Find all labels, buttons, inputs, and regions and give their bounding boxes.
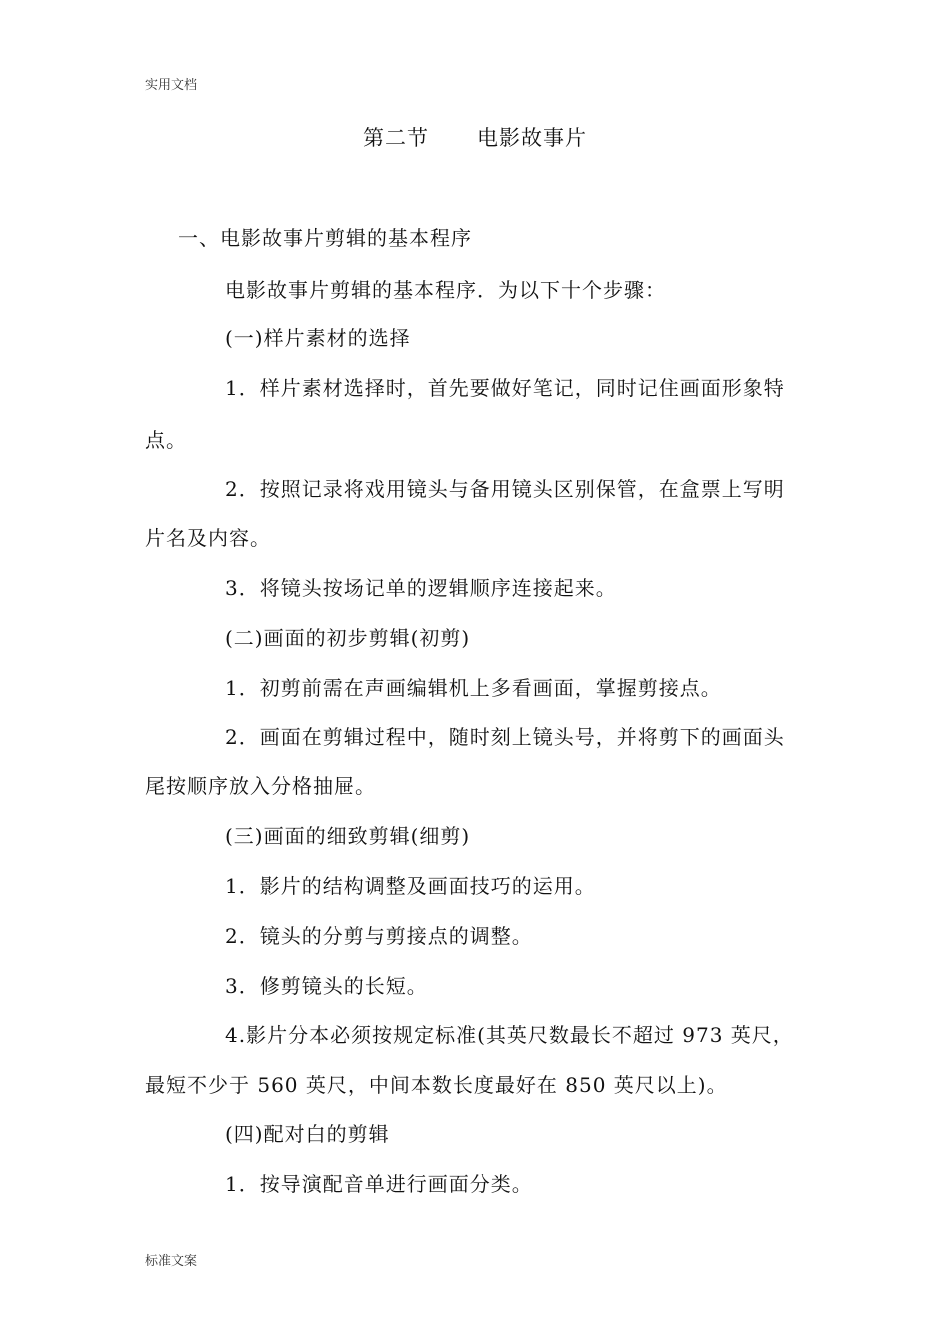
- page-header: 实用文档: [145, 78, 198, 93]
- paragraph-line: 片名及内容。: [145, 526, 271, 550]
- page-footer: 标准文案: [145, 1254, 198, 1269]
- section-title: [0, 122, 950, 152]
- subheading-2: (二)画面的初步剪辑(初剪): [225, 626, 471, 650]
- paragraph-line: 1．初剪前需在声画编辑机上多看画面，掌握剪接点。: [225, 676, 722, 700]
- section-number: 第二节: [363, 126, 429, 150]
- paragraph-line: 最短不少于 560 英尺，中间本数长度最好在 850 英尺以上)。: [145, 1073, 728, 1097]
- paragraph-line: 1．样片素材选择时，首先要做好笔记，同时记住画面形象特: [225, 376, 785, 400]
- paragraph-line: 2．按照记录将戏用镜头与备用镜头区别保管，在盒票上写明: [225, 477, 785, 501]
- paragraph-line: 尾按顺序放入分格抽屉。: [145, 774, 376, 798]
- subheading-3: (三)画面的细致剪辑(细剪): [225, 824, 471, 848]
- paragraph-line: 1．影片的结构调整及画面技巧的运用。: [225, 874, 596, 898]
- paragraph-line: 2．画面在剪辑过程中，随时刻上镜头号，并将剪下的画面头: [225, 725, 785, 749]
- subheading-4: (四)配对白的剪辑: [225, 1122, 390, 1146]
- paragraph-line: 电影故事片剪辑的基本程序．为以下十个步骤：: [225, 278, 666, 302]
- subheading-1: (一)样片素材的选择: [225, 326, 411, 350]
- section-name: 电影故事片: [477, 126, 587, 150]
- paragraph-line: 3．修剪镜头的长短。: [225, 974, 428, 998]
- paragraph-line: 1．按导演配音单进行画面分类。: [225, 1172, 533, 1196]
- paragraph-line: 点。: [145, 428, 187, 452]
- paragraph-line: 4.影片分本必须按规定标准(其英尺数最长不超过 973 英尺，: [225, 1023, 794, 1047]
- heading-1: 一、电影故事片剪辑的基本程序: [178, 226, 472, 250]
- paragraph-line: 3．将镜头按场记单的逻辑顺序连接起来。: [225, 576, 617, 600]
- paragraph-line: 2．镜头的分剪与剪接点的调整。: [225, 924, 533, 948]
